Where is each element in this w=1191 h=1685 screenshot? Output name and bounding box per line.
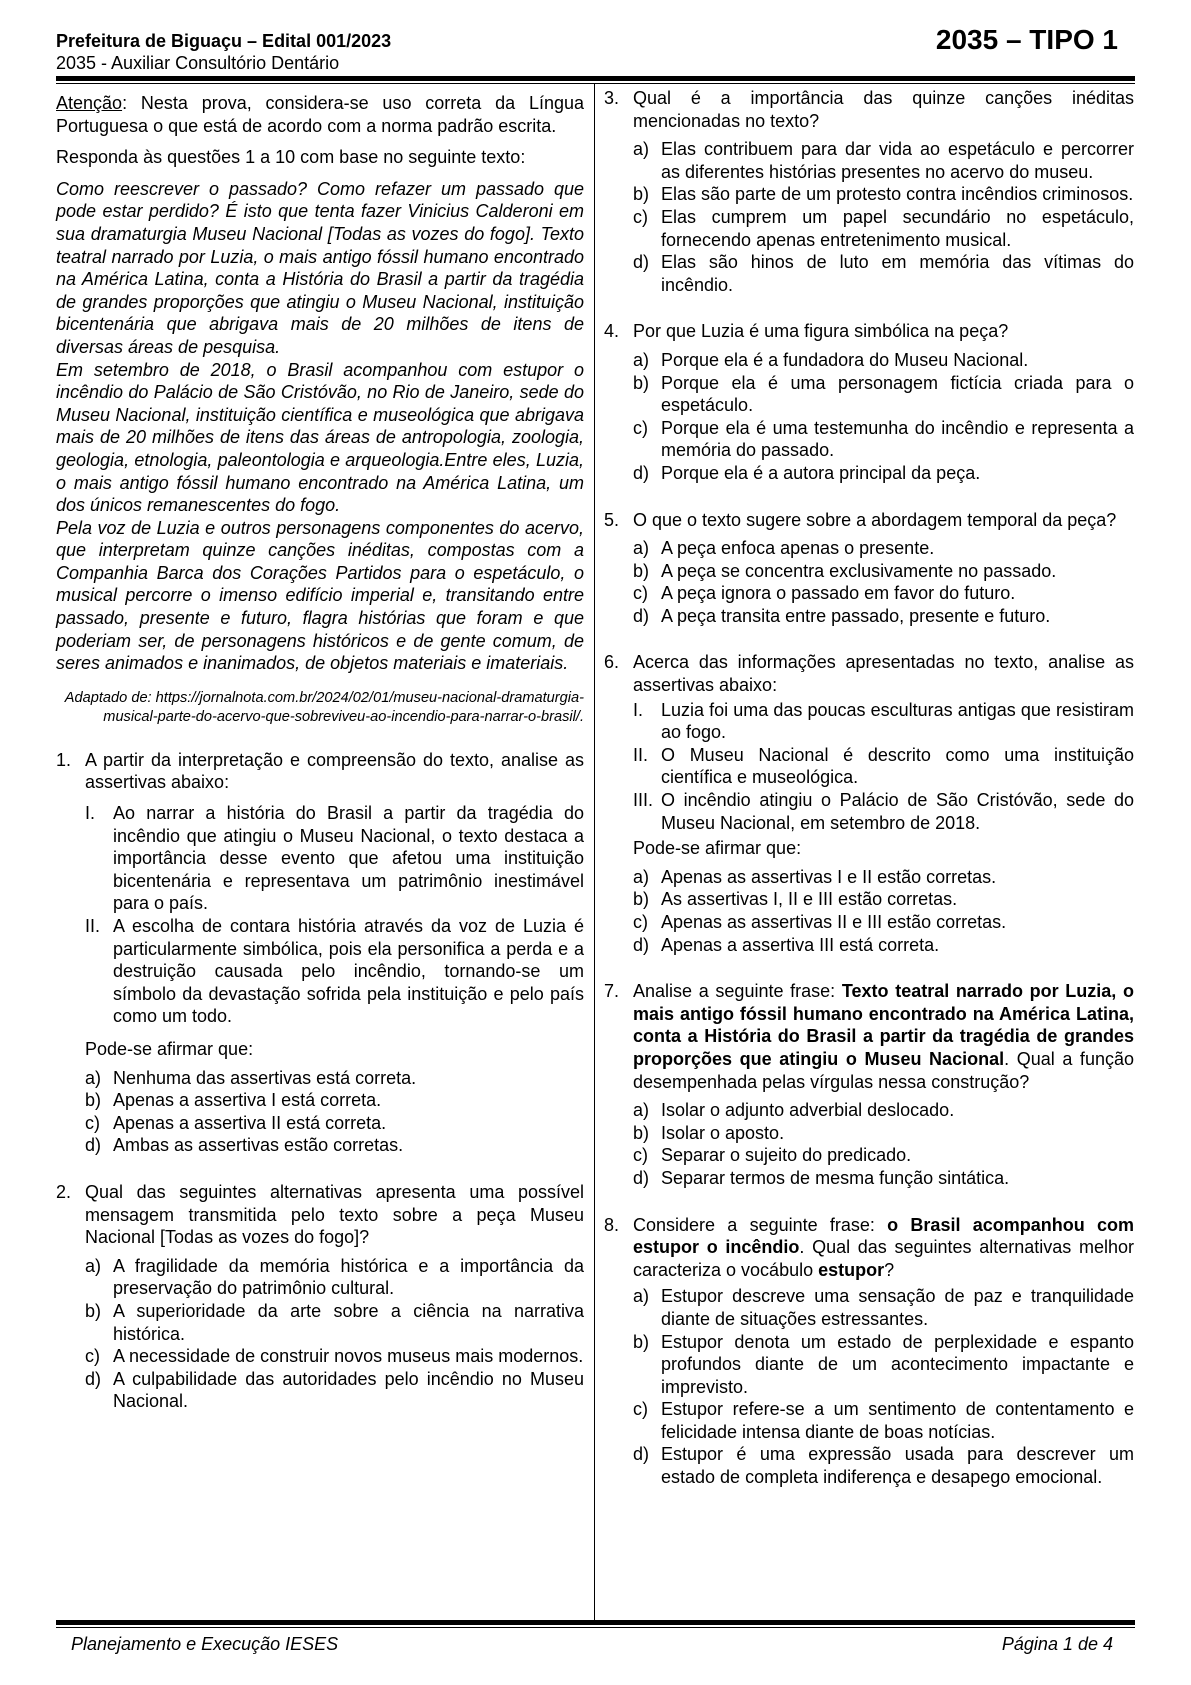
option-label: c) [85,1346,100,1367]
option-text: A superioridade da arte sobre a ciência na narrativa histórica. [113,1300,584,1344]
option-b[interactable] [633,183,1134,206]
question-1 [56,749,584,1157]
option-label: b) [85,1300,102,1321]
option-c[interactable] [85,1345,584,1368]
option-text: Apenas as assertivas I e II estão corretas. [661,866,997,887]
option-label: b) [633,1122,650,1143]
option-label: d) [85,1368,102,1389]
option-label: c) [633,1399,648,1420]
option-label: c) [633,583,648,604]
option-label: c) [85,1112,100,1133]
statement-label: I. [633,699,644,720]
option-label: b) [85,1090,102,1111]
option-label: a) [633,139,650,160]
option-d[interactable] [85,1368,584,1413]
question-6 [604,651,1134,956]
question-number: 5. [604,509,620,530]
option-b[interactable] [633,372,1134,417]
option-label: a) [633,1100,650,1121]
question-number: 1. [56,749,72,770]
option-label: d) [633,1167,650,1188]
option-text: Elas são parte de um protesto contra incêndios criminosos. [661,184,1134,205]
option-b[interactable] [85,1300,584,1345]
option-label: c) [633,1145,648,1166]
option-text: Nenhuma das assertivas está correta. [113,1067,417,1088]
option-label: c) [633,912,648,932]
option-text: A fragilidade da memória histórica e a importância da preservação do patrimônio cultural. [113,1255,584,1299]
options [633,866,1134,956]
question-stem: Por que Luzia é uma figura simbólica na peça? [633,321,1009,342]
option-label: d) [633,462,650,483]
option-text: Separar termos de mesma função sintática. [661,1167,1010,1188]
question-number: 2. [56,1181,72,1202]
header-rule-thin [56,83,1135,84]
option-label: d) [633,1444,650,1465]
option-d[interactable] [85,1134,584,1157]
stem-middle: . Qual das seguintes alternativas melhor caracteriza o vocábulo [633,1237,1134,1280]
option-text: As assertivas I, II e III estão corretas. [661,889,958,910]
statement-text: O Museu Nacional é descrito como uma instituição científica e museológica. [661,744,1134,788]
option-label: a) [85,1255,102,1276]
option-d[interactable] [633,251,1134,296]
option-text: A peça enfoca apenas o presente. [661,538,935,559]
option-text: Elas cumprem um papel secundário no espetáculo, fornecendo apenas entretenimento musical. [661,206,1134,250]
question-2 [56,1181,584,1413]
stem-keyword: estupor [818,1259,885,1280]
option-b[interactable] [633,560,1134,583]
question-stem: Acerca das informações apresentadas no texto, analise as assertivas abaixo: [633,652,1134,696]
option-a[interactable] [633,1285,1134,1330]
option-c[interactable] [633,1144,1134,1167]
option-label: b) [633,889,650,910]
question-lead: Pode-se afirmar que: [633,838,802,859]
option-a[interactable] [85,1255,584,1300]
option-label: d) [85,1135,102,1156]
option-text: A necessidade de construir novos museus mais modernos. [113,1346,584,1367]
option-c[interactable] [85,1112,584,1135]
option-label: d) [633,605,650,626]
question-number: 3. [604,88,620,108]
statement-label: II. [633,744,649,765]
option-b[interactable] [85,1089,584,1112]
question-stem: Qual é a importância das quinze canções inéditas mencionadas no texto? [633,88,1134,131]
statement-ii [85,915,584,1028]
option-c[interactable] [633,911,1134,934]
option-a[interactable] [633,537,1134,560]
header-organization: Prefeitura de Biguaçu – Edital 001/2023 [56,31,392,51]
question-3 [604,87,1134,296]
stem-intro: Considere a seguinte frase: [633,1214,888,1235]
footer-page-number: Página 1 de 4 [1001,1634,1113,1654]
statement-text: Ao narrar a história do Brasil a partir da tragédia do incêndio que atingiu o Museu Nacional, o texto destaca a importância desse evento que afetou uma instituição bicentenária e representava um patrimônio inestimável para o país. [113,803,584,914]
option-label: b) [633,372,650,393]
header-rule-thick [56,76,1135,81]
stem-end: ? [884,1259,895,1280]
option-d[interactable] [633,1167,1134,1190]
question-stem: A partir da interpretação e compreensão do texto, analise as assertivas abaixo: [85,749,584,793]
statement-i [633,699,1134,744]
option-c[interactable] [633,206,1134,251]
right-column [604,87,1134,1513]
stem-quoted-sentence: Texto teatral narrado por Luzia, o mais antigo fóssil humano encontrado na América Latina, conta a História do Brasil a partir da tragédia de grandes proporções que atingiu o Museu Nacional [633,981,1134,1069]
statement-text: Luzia foi uma das poucas esculturas antigas que resistiram ao fogo. [661,699,1134,743]
header-left [56,30,391,74]
options [633,1285,1134,1488]
option-text: Porque ela é a fundadora do Museu Nacional. [661,349,1029,370]
option-c[interactable] [633,582,1134,605]
footer-rule-thin [56,1627,1135,1628]
passage-paragraph-3: Pela voz de Luzia e outros personagens componentes do acervo, que interpretam quinze canções inéditas, compostas com a Companhia Barca dos Corações Partidos para o espetáculo, o musical percorre o imenso edifício imperial e, transitando entre passado, presente e futuro, flagra histórias que foram e que poderiam ser, de personagens históricos e de gente comum, de seres animados e inanimados, de objetos materiais e imateriais. [56,517,584,674]
option-text: Ambas as assertivas estão corretas. [113,1135,404,1156]
option-c[interactable] [633,417,1134,462]
statement-list [85,802,584,1028]
instruction: Responda às questões 1 a 10 com base no seguinte texto: [56,147,526,168]
question-8 [604,1214,1134,1489]
option-a[interactable] [633,138,1134,183]
option-label: a) [633,1286,650,1307]
stem-intro: Analise a seguinte frase: [633,981,842,1002]
footer-organizer: Planejamento e Execução IESES [71,1634,339,1654]
option-text: Isolar o adjunto adverbial deslocado. [661,1100,955,1121]
option-text: Apenas as assertivas II e III estão corretas. [661,912,1007,932]
statement-text: A escolha de contara história através da voz de Luzia é particularmente simbólica, pois ela personifica a perda e a destruição causada pelo incêndio, tornando-se um símbolo da devastação sofrida pela instituição e pelo país como um todo. [113,916,584,1027]
option-text: Porque ela é uma personagem fictícia criada para o espetáculo. [661,372,1134,416]
statement-label: I. [85,803,96,824]
footer-rule-thick [56,1620,1135,1625]
option-b[interactable] [633,1331,1134,1399]
option-text: Estupor denota um estado de perplexidade e espanto profundos diante de um acontecimento impactante e imprevisto. [661,1331,1134,1397]
option-text: Elas são hinos de luto em memória das vítimas do incêndio. [661,252,1134,295]
statement-text: O incêndio atingiu o Palácio de São Cristóvão, sede do Museu Nacional, em setembro de 2018. [661,790,1134,833]
statement-iii [633,789,1134,834]
option-label: b) [633,560,650,581]
question-4 [604,320,1134,484]
passage-paragraph-1: Como reescrever o passado? Como refazer um passado que pode estar perdido? É isto que tenta fazer Vinicius Calderoni em sua dramaturgia Museu Nacional [Todas as vozes do fogo]. Texto teatral narrado por Luzia, o mais antigo fóssil humano encontrado na América Latina, conta a História do Brasil a partir da tragédia de grandes proporções que atingiu o Museu Nacional, instituição bicentenária que abrigava mais de 20 milhões de itens de diversas áreas de pesquisa. [56,178,584,357]
question-stem: O que o texto sugere sobre a abordagem temporal da peça? [633,509,1117,530]
options [633,1099,1134,1189]
options [85,1067,584,1157]
option-text: Separar o sujeito do predicado. [661,1145,912,1166]
option-b[interactable] [633,1122,1134,1145]
question-number: 6. [604,652,620,673]
question-lead: Pode-se afirmar que: [85,1038,254,1059]
option-text: A peça ignora o passado em favor do futuro. [661,583,1016,604]
option-label: a) [633,538,650,559]
option-label: d) [633,252,650,273]
options [633,349,1134,485]
statement-ii [633,744,1134,789]
option-d[interactable] [633,934,1134,957]
option-text: Apenas a assertiva III está correta. [661,934,940,955]
option-text: Estupor refere-se a um sentimento de contentamento e felicidade intensa diante de boas notícias. [661,1399,1134,1442]
option-b[interactable] [633,888,1134,911]
option-label: b) [633,184,650,205]
stem-quoted-sentence: o Brasil acompanhou com estupor o incêndio [633,1214,1134,1258]
attention-note [56,92,584,137]
option-label: a) [633,349,650,370]
option-text: Apenas a assertiva I está correta. [113,1090,382,1111]
option-text: A peça transita entre passado, presente e futuro. [661,605,1051,626]
exam-code: 2035 – TIPO 1 [935,24,1118,55]
option-label: a) [85,1067,102,1088]
option-text: Estupor é uma expressão usada para descrever um estado de completa indiferença e desapego emocional. [661,1444,1134,1488]
options [633,537,1134,627]
option-a[interactable] [633,349,1134,372]
question-number: 7. [604,981,620,1002]
option-text: A peça se concentra exclusivamente no passado. [661,560,1057,581]
option-a[interactable] [633,1099,1134,1122]
option-label: c) [633,417,648,438]
question-7 [604,980,1134,1189]
options [85,1255,584,1413]
option-text: A culpabilidade das autoridades pelo incêndio no Museu Nacional. [113,1368,584,1412]
statement-label: III. [633,790,654,811]
option-text: Porque ela é uma testemunha do incêndio e representa a memória do passado. [661,417,1134,461]
option-text: Estupor descreve uma sensação de paz e tranquilidade diante de situações estressantes. [661,1286,1134,1329]
option-c[interactable] [633,1398,1134,1443]
statement-list [633,699,1134,835]
option-label: d) [633,934,650,955]
option-text: Isolar o aposto. [661,1122,785,1143]
column-divider [594,84,595,1620]
question-number: 4. [604,321,620,342]
stem-question: . Qual a função desempenhada pelas vírgulas nessa construção? [633,1048,1134,1092]
option-d[interactable] [633,605,1134,628]
option-a[interactable] [85,1067,584,1090]
question-number: 8. [604,1214,620,1235]
passage-paragraph-2: Em setembro de 2018, o Brasil acompanhou com estupor o incêndio do Palácio de São Cristóvão, no Rio de Janeiro, sede do Museu Nacional, instituição científica e museológica que abrigava mais de 20 milhões de itens das áreas de antropologia, zoologia, geologia, etnologia, paleontologia e arqueologia.Entre eles, Luzia, o mais antigo fóssil humano encontrado na América Latina, um dos únicos remanescentes do fogo. [56,359,584,516]
attention-label: Atenção [56,93,123,113]
question-stem [633,980,1134,1093]
option-a[interactable] [633,866,1134,889]
question-5 [604,509,1134,628]
left-column [56,92,584,1437]
passage-source: Adaptado de: https://jornalnota.com.br/2024/02/01/museu-nacional-dramaturgia-musical-parte-do-acervo-que-sobreviveu-ao-incendio-para-narrar-o-brasil/. [64,689,584,725]
attention-text: : Nesta prova, considera-se uso correta da Língua Portuguesa o que está de acordo com a norma padrão escrita. [56,93,584,136]
option-label: a) [633,866,650,887]
option-d[interactable] [633,1443,1134,1488]
option-text: Porque ela é a autora principal da peça. [661,462,981,483]
question-stem [633,1214,1134,1282]
statement-i [85,802,584,915]
options [633,138,1134,296]
option-text: Elas contribuem para dar vida ao espetáculo e percorrer as diferentes histórias presentes no acervo do museu. [661,139,1134,182]
option-label: c) [633,206,648,227]
question-stem: Qual das seguintes alternativas apresenta uma possível mensagem transmitida pelo texto sobre a peça Museu Nacional [Todas as vozes do fogo]? [85,1181,584,1248]
option-d[interactable] [633,462,1134,485]
header-subtitle: 2035 - Auxiliar Consultório Dentário [56,53,340,73]
statement-label: II. [85,916,101,936]
option-text: Apenas a assertiva II está correta. [113,1112,387,1133]
option-label: b) [633,1331,650,1352]
